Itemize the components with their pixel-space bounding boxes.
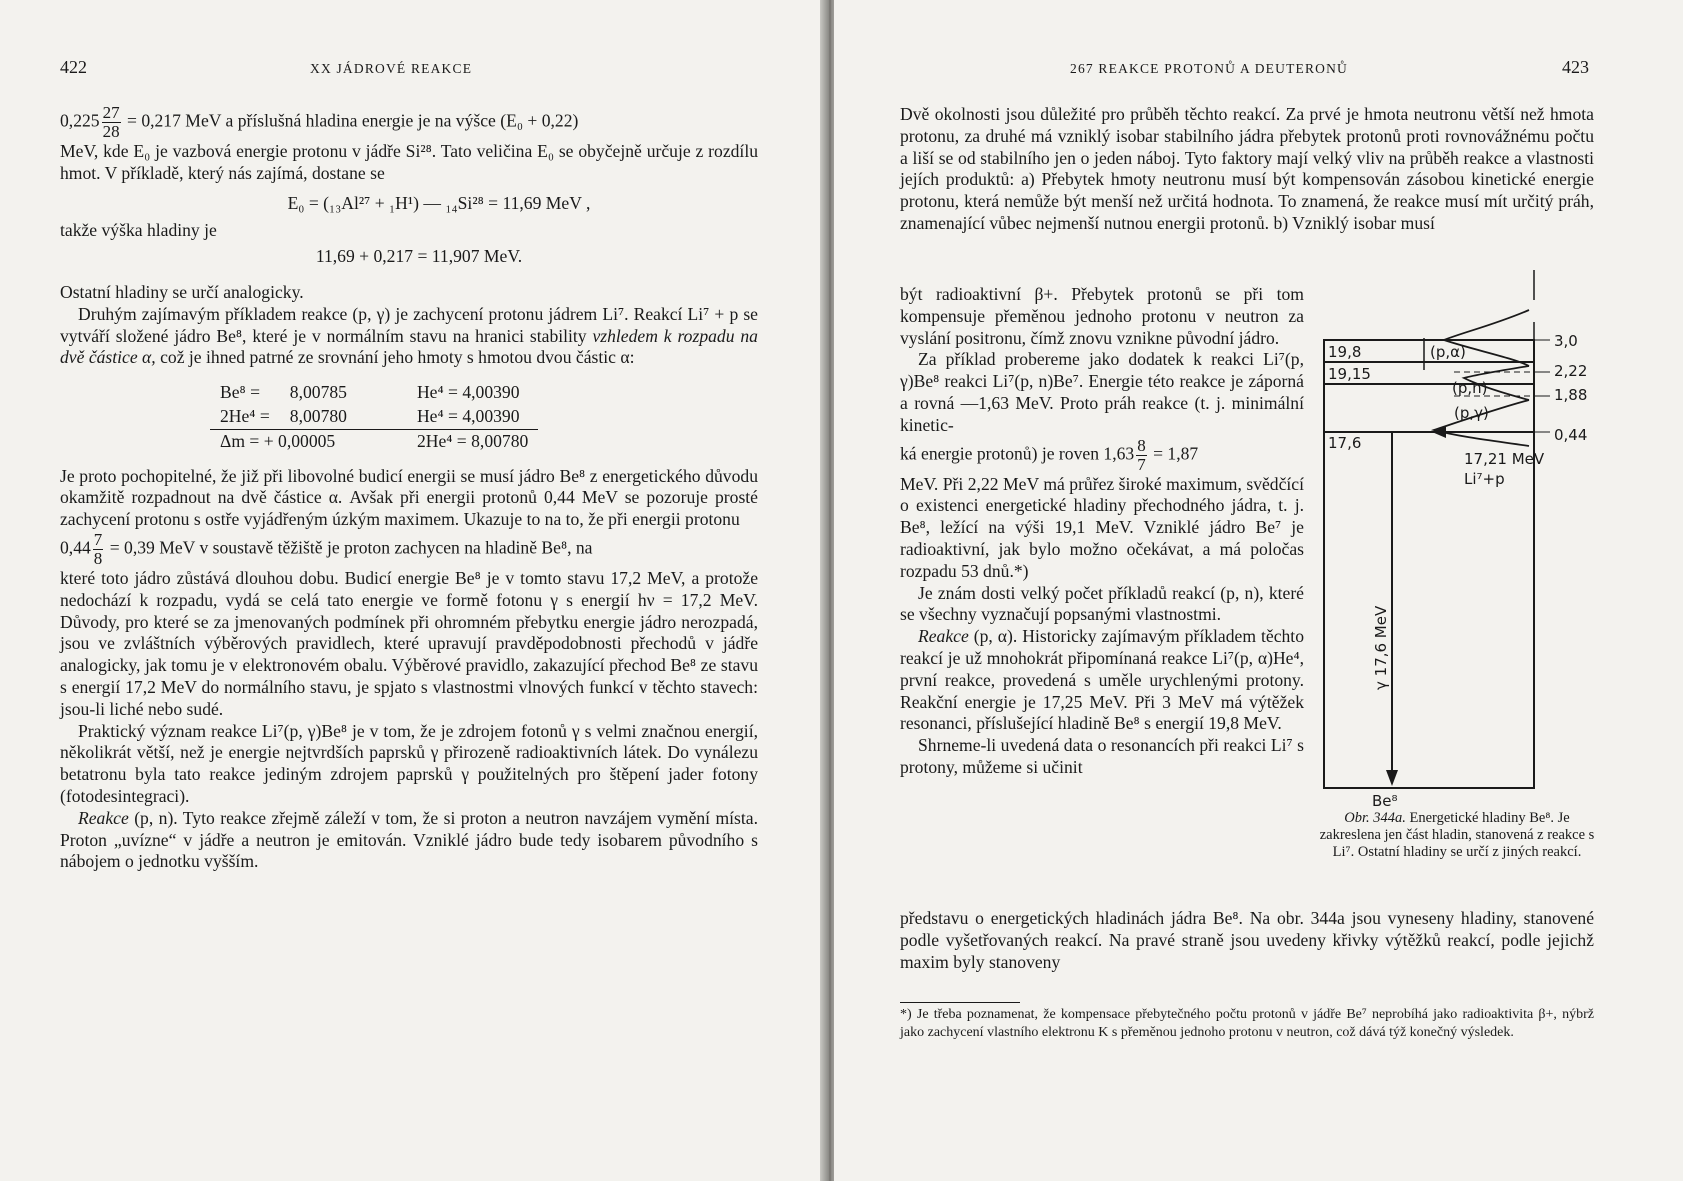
table-row: 2He⁴ = 8,00780 He⁴ = 4,00390	[220, 405, 520, 426]
running-head-right: 267 REAKCE PROTONŮ A DEUTERONŮ	[1070, 61, 1349, 76]
paragraph-li7-capture: Druhým zajímavým příkladem reakce (p, γ) je zachycení protonu jádrem Li⁷. Reakcí Li⁷ + p se vytváří složené jádro Be⁸, které je v normálním stavu na hranici stability vzhledem k rozpadu na dvě částice α, což je ihned patrné ze srovnání jeho hmoty s hmotou dvou částic α:	[60, 303, 758, 368]
eq1-line: 0,225 $\frac{27}{28}$ = 0,217 MeV a příslušná hladina energie je na výšce (E₀ + 0,22)	[60, 103, 579, 141]
entry-reactants-label: Li⁷+p	[1464, 470, 1505, 488]
gamma-energy-label: γ 17,6 MeV	[1372, 605, 1390, 690]
figure-caption: Obr. 344a. Energetické hladiny Be⁸. Je zakreslena jen část hladin, stanovená z reakce s Li⁷. Ostatní hladiny se určí z jiných reakcí.	[1319, 810, 1595, 860]
paragraph-level-height: takže výška hladiny je	[60, 220, 217, 241]
entry-energy-label: 17,21 MeV	[1464, 450, 1545, 468]
mass-table	[210, 381, 758, 453]
level-label-19-15: 19,15	[1328, 365, 1371, 383]
energy-level-diagram	[1314, 270, 1604, 810]
energy-label-2-22: 2,22	[1554, 362, 1588, 380]
energy-label-0-44: 0,44	[1554, 426, 1588, 444]
energy-label-1-88: 1,88	[1554, 386, 1588, 404]
fraction-27-28: $\frac{27}{28}$	[102, 103, 120, 141]
reaction-label-p-alpha: (p,α)	[1430, 343, 1466, 361]
footnote-separator	[900, 1002, 1020, 1003]
right-top-paragraph: Dvě okolnosti jsou důležité pro průběh těchto reakcí. Za prvé je hmota neutronu větší než hmota protonu, za druhé má vzniklý isobar stabilního jádra přebytek protonů proti rovnovážnému počtu a liší se od stabilního jen o jeden náboj. Tyto faktory mají velký vliv na průběh reakce a vlastnosti jejích produktů: a) Přebytek hmoty neutronu musí být kompensován zásobou kinetické energie protonu, která nemůže být menší než určitá hodnota. To znamená, že reakce musí mít určitý práh, znamenající vůbec nejmenší nutnou energii protonů. b) Vzniklý isobar musí	[900, 104, 1594, 233]
running-head-left: XX JÁDROVÉ REAKCE	[310, 61, 473, 76]
paragraph-binding-energy: MeV, kde E₀ je vazbová energie protonu v jádře Si²⁸. Tato veličina E₀ se obyčejně určuje z rozdílu hmot. V příkladě, který nás zajímá, dostane se	[60, 141, 758, 183]
paragraph-summary: Shrneme-li uvedená data o resonancích při reakci Li⁷ s protony, můžeme si učinit	[900, 735, 1304, 777]
fraction-7-8: $\frac{7}{8}$	[93, 529, 103, 568]
energy-label-3-0: 3,0	[1554, 332, 1578, 350]
formula-level: 11,69 + 0,217 = 11,907 MeV.	[315, 246, 523, 267]
level-label-19-8: 19,8	[1328, 343, 1362, 361]
table-result-row: Δm = + 0,00005 2He⁴ = 8,00780	[210, 429, 538, 453]
paragraph-radioactive: být radioaktivní β+. Přebytek protonů se při tom kompensuje přeměnou jednoho protonu v neutron za vyslání positronu, čímž znovu vznikne původní jádro.	[900, 284, 1304, 348]
level-label-17-6: 17,6	[1328, 434, 1362, 452]
right-page	[834, 0, 1683, 1181]
paragraph-p-alpha: Reakce (p, α). Historicky zajímavým příkladem těchto reakcí je už mnohokrát připomínaná reakce Li⁷(p, α)He⁴, první reakce, provedená s uměle urychlenými protony. Reakční energie je 17,25 MeV. Při 3 MeV má výtěžek resonanci, příslušející hladině Be⁸ s energií 19,8 MeV.	[900, 626, 1304, 734]
table-row: Be⁸ = 8,00785 He⁴ = 4,00390	[220, 382, 520, 403]
right-bottom-paragraph: představu o energetických hladinách jádra Be⁸. Na obr. 344a jsou vyneseny hladiny, stanovené podle vyšetřovaných reakcí. Na pravé straně jsou uvedeny křivky výtěžků reakcí, podle jejichž maxim byly stanoveny	[900, 908, 1594, 972]
paragraph-pn-examples: Je znám dosti velký počet příkladů reakcí (p, n), které se všechny vyznačují popsanými vlastnostmi.	[900, 582, 1304, 625]
paragraph-selection-rules: které toto jádro zůstává dlouhou dobu. Budicí energie Be⁸ je v tomto stavu 17,2 MeV, a protože nedochází k rozpadu, vydá se celá tato energie ve formě fotonu γ s energií hν = 17,2 MeV. Důvody, pro které se za jmenovaných podmínek při ohromném přebytku energie jádro nerozpadá, jsou ve zvláštních výběrových pravidlech, které upravují pravděpodobnosti přechodů v jádře analogicky, jak tomu je v elektronovém obalu. Výběrové pravidlo, zakazující přechod Be⁸ ze stavu s energií 17,2 MeV do normálního stavu, je spjato s vlastnostmi vlnových funkcí v těchto stavech: jsou-li liché nebo sudé.	[60, 567, 758, 719]
paragraph-p-n-reaction: Reakce (p, n). Tyto reakce zřejmě záleží v tom, že si proton a neutron navzájem vymění místa. Proton „uvízne“ v jádře a neutron je emitován. Vzniklé jádro bude tedy isobarem původního s nábojem o jednotku vyšším.	[60, 807, 758, 872]
ground-state-label: Be⁸	[1372, 792, 1398, 810]
paragraph-other-levels: Ostatní hladiny se určí analogicky.	[60, 281, 304, 302]
page-number-right: 423	[1562, 57, 1589, 77]
reaction-label-p-n: (p,n)	[1452, 379, 1488, 397]
page-number-left: 422	[60, 57, 87, 77]
right-column-text	[900, 284, 1304, 779]
eq2-line: 0,44 $\frac{7}{8}$ = 0,39 MeV v soustavě těžiště je proton zachycen na hladině Be⁸, na	[60, 529, 593, 568]
formula-e0: E₀ = (₁₃Al²⁷ + ₁H¹) — ₁₄Si²⁸ = 11,69 MeV ,	[287, 192, 591, 213]
paragraph-practical: Praktický význam reakce Li⁷(p, γ)Be⁸ je v tom, že je zdrojem fotonů γ s velmi značnou energií, několikrát větší, než je energie nejtvrdších paprsků γ přirozeně radioaktivních látek. Do vynálezu betatronu byla tato reakce jediným zdrojem paprsků γ použitelných pro štěpení jader fotony (fotodesintegraci).	[60, 720, 758, 806]
gamma-arrow-head	[1386, 770, 1398, 786]
left-page	[0, 0, 826, 1181]
fraction-8-7: $\frac{8}{7}$	[1137, 435, 1146, 474]
left-body	[60, 104, 758, 873]
paragraph-li7-pn: Za příklad probereme jako dodatek k reakci Li⁷(p, γ)Be⁸ reakci Li⁷(p, n)Be⁷. Energie této reakce je záporná a rovná —1,63 MeV. Proto práh reakce (t. j. minimální kinetic-	[900, 349, 1304, 435]
paragraph-cross-section: MeV. Při 2,22 MeV má průřez široké maximum, svědčící o existenci energetické hladiny přechodného jádra, t. j. Be⁸, ležící na výši 19,1 MeV. Vzniklé jádro Be⁷ je radioaktivní, jak bylo možno očekávat, a má poločas rozpadu 53 dnů.*)	[900, 473, 1304, 581]
paragraph-be8-decay: Je proto pochopitelné, že již při libovolné budicí energii se musí jádro Be⁸ z energetického důvodu okamžitě rozpadnout na dvě částice α. Avšak při energii protonů 0,44 MeV se pozoruje prosté zachycení protonu s ostře vyjádřeným úzkým maximem. Ukazuje to na to, že při energii protonu	[60, 465, 758, 530]
reaction-label-p-gamma: (p,γ)	[1454, 404, 1489, 422]
footnote: *) Je třeba poznamenat, že kompensace přebytečného počtu protonů v jádře Be⁷ neprobíhá jako radioaktivita β+, nýbrž jako zachycení vlastního elektronu K s přeměnou jednoho protonu v neutron, což dává týž konečný výsledek.	[900, 1007, 1594, 1040]
eq3-line: ká energie protonů) je roven 1,63 $\frac{8}{7}$ = 1,87	[900, 435, 1199, 474]
